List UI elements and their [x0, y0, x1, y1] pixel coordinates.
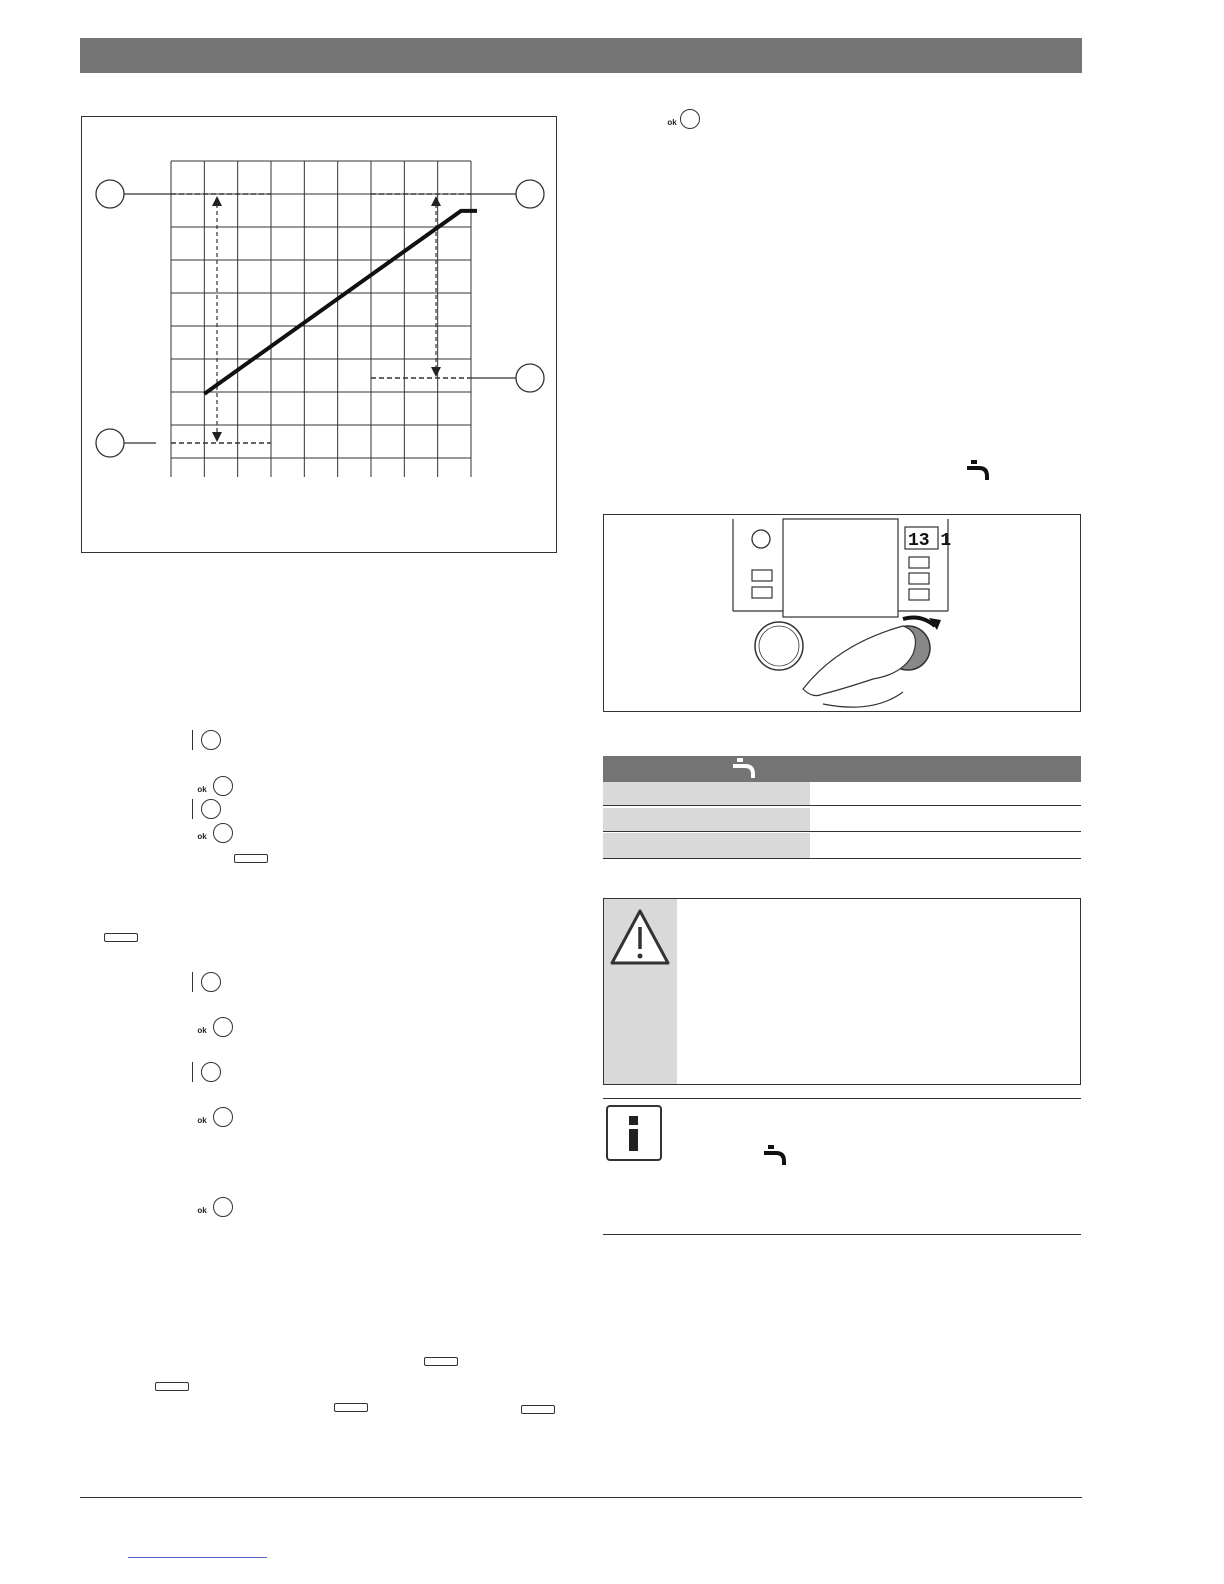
table-header: [603, 756, 1081, 782]
table-row: [603, 833, 1081, 859]
panel-key-left-1: [752, 570, 772, 581]
key-button-6[interactable]: [521, 1405, 555, 1414]
key-button-1[interactable]: [234, 854, 268, 863]
table-row: [603, 782, 1081, 806]
panel-key-right-1: [909, 557, 929, 568]
ok-label: ok: [197, 1206, 207, 1215]
tap-icon: [731, 758, 757, 780]
panel-key-left-2: [752, 587, 772, 598]
callout-circle-top-left: [96, 180, 124, 208]
key-button-4[interactable]: [155, 1382, 189, 1391]
callout-circle-mid-right: [516, 364, 544, 392]
tap-icon: [965, 460, 991, 482]
svg-text:13 1: 13 1: [908, 531, 952, 551]
updown-arrow-icon: [192, 799, 199, 819]
heating-knob: [755, 622, 803, 670]
updown-arrow-icon: [192, 730, 199, 750]
ok-label: ok: [667, 118, 677, 127]
info-box-bottom-rule: [603, 1234, 1081, 1235]
power-button: [752, 530, 770, 548]
updown-arrow-icon: [192, 1062, 199, 1082]
key-button-3[interactable]: [424, 1357, 458, 1366]
header-bar: [80, 38, 1082, 73]
info-box-top-rule: [603, 1098, 1081, 1099]
ok-label: ok: [197, 1116, 207, 1125]
callout-circle-bottom-left: [96, 429, 124, 457]
figure-graph: [81, 116, 557, 553]
info-icon: [606, 1105, 662, 1161]
tap-icon: [762, 1145, 788, 1167]
ok-label: ok: [197, 832, 207, 841]
footer-link[interactable]: [128, 1557, 267, 1558]
control-panel-svg: [603, 514, 1081, 712]
updown-arrow-icon: [192, 972, 199, 992]
footer-rule: [80, 1497, 1082, 1498]
ok-label: ok: [197, 785, 207, 794]
hand-graphic: [803, 626, 915, 696]
key-button-2[interactable]: [104, 933, 138, 942]
panel-key-right-3: [909, 589, 929, 600]
table-row: [603, 808, 1081, 832]
graph-svg: [81, 116, 557, 553]
control-panel-figure: [603, 514, 1081, 712]
ok-label: ok: [197, 1026, 207, 1035]
key-button-5[interactable]: [334, 1403, 368, 1412]
panel-key-right-2: [909, 573, 929, 584]
warning-triangle-icon: [608, 907, 672, 967]
warning-box: [603, 898, 1081, 1085]
callout-circle-top-right: [516, 180, 544, 208]
